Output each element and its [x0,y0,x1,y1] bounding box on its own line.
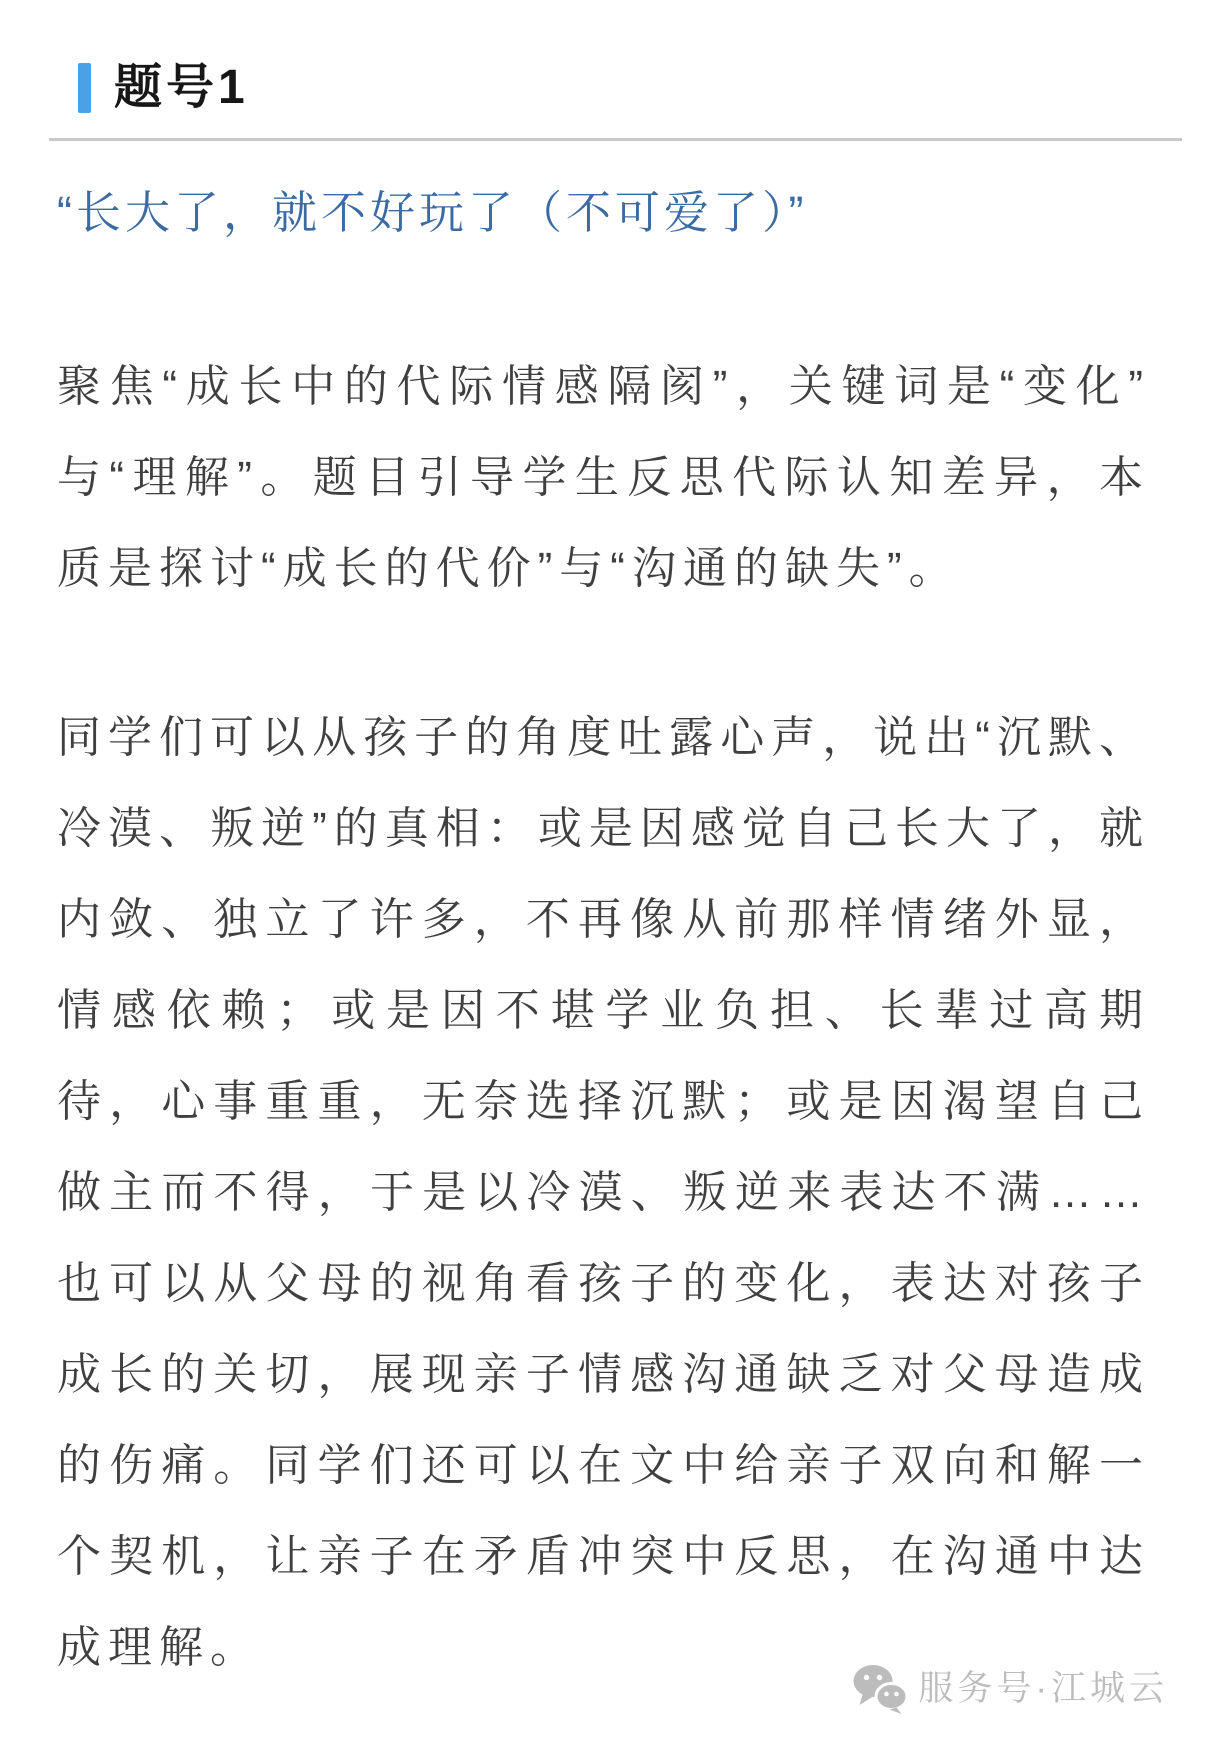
watermark [852,1664,1168,1714]
paragraph-analysis: 聚焦“成长中的代际情感隔阂”，关键词是“变化”与“理解”。题目引导学生反思代际认知差异，本质是探讨“成长的代价”与“沟通的缺失”。 [57,362,1150,593]
divider [49,138,1182,141]
quote-title: “长大了，就不好玩了（不可爱了）” [57,187,808,238]
accent-bar [78,63,91,113]
section-header [57,62,1150,114]
watermark-label: 服务号·江城云 [918,1669,1168,1708]
section-number-title: 题号1 [114,61,249,114]
wechat-icon [852,1664,908,1714]
paragraph-guidance: 同学们可以从孩子的角度吐露心声，说出“沉默、冷漠、叛逆”的真相：或是因感觉自己长大了，就内敛、独立了许多，不再像从前那样情绪外显，情感依赖；或是因不堪学业负担、长辈过高期待，心事重重，无奈选择沉默；或是因渴望自己做主而不得，于是以冷漠、叛逆来表达不满……也可以从父母的视角看孩子的变化，表达对孩子成长的关切，展现亲子情感沟通缺乏对父母造成的伤痛。同学们还可以在文中给亲子双向和解一个契机，让亲子在矛盾冲突中反思，在沟通中达成理解。 [57,713,1150,1672]
